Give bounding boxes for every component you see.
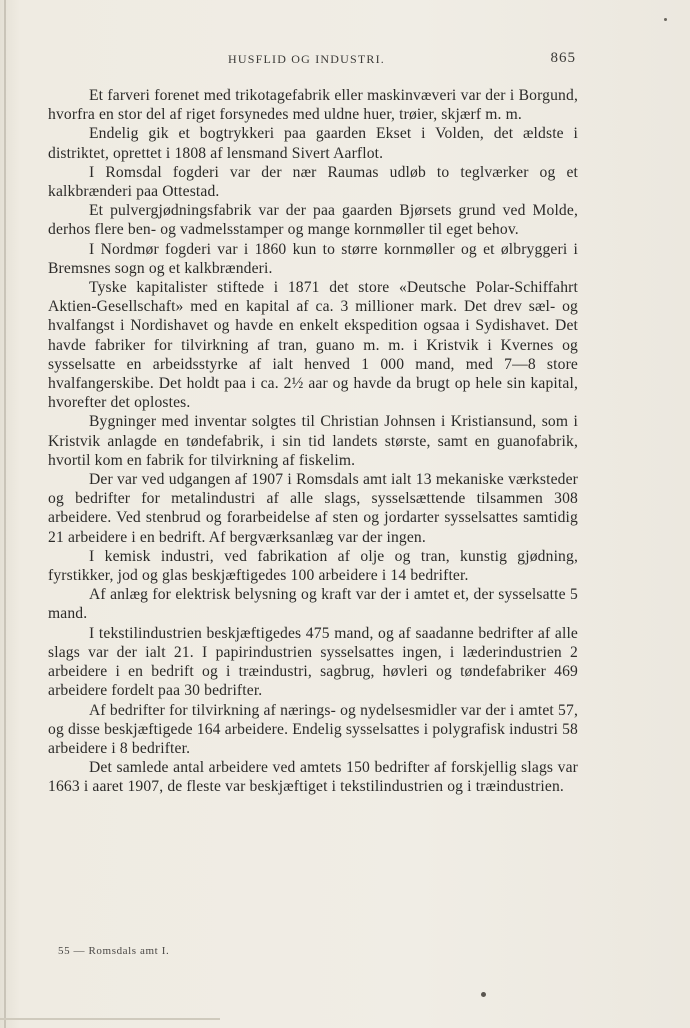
paragraph: Af anlæg for elektrisk belysning og kraft var der i amtet et, der sysselsatte 5 mand.: [48, 586, 578, 623]
paragraph: Endelig gik et bogtrykkeri paa gaarden Ekset i Volden, det ældste i distriktet, oprettet i 1808 af lensmand Sivert Aarflot.: [48, 125, 578, 162]
paragraph: Der var ved udgangen af 1907 i Romsdals amt ialt 13 mekaniske værksteder og bedrifter for metalindustri af alle slags, sysselsættende tilsammen 308 arbeidere. Ved stenbrud og forarbeidelse af sten og jordarter sysselsattes samtidig 21 arbeidere i en bedrift. Af bergværksanlæg var der ingen.: [48, 471, 578, 546]
page-header: [48, 50, 578, 70]
paragraph: Det samlede antal arbeidere ved amtets 150 bedrifter af forskjellig slags var 1663 i aaret 1907, de fleste var beskjæftiget i tekstilindustrien og i træindustrien.: [48, 759, 578, 796]
ink-speck: [664, 18, 667, 21]
paragraph: I Romsdal fogderi var der nær Raumas udløb to teglværker og et kalkbrænderi paa Ottestad.: [48, 163, 578, 201]
page-number: 865: [550, 50, 576, 66]
ink-speck: [481, 992, 486, 997]
running-head: HUSFLID OG INDUSTRI.: [228, 52, 386, 66]
paragraph: I tekstilindustrien beskjæftigedes 475 mand, og af saadanne bedrifter af alle slags var der ialt 21. I papirindustrien sysselsattes ingen, i læderindustrien 2 arbeidere i en bedrift og i træindustri, sagbrug, høvleri og tøndefabriker 469 arbeidere fordelt paa 30 bedrifter.: [48, 624, 578, 700]
paragraph: I kemisk industri, ved fabrikation af olje og tran, kunstig gjødning, fyrstikker, jod og glas beskjæftigedes 100 arbeidere i 14 bedrifter.: [48, 547, 578, 585]
page-left-edge: [4, 0, 6, 1028]
paragraph: Tyske kapitalister stiftede i 1871 det store «Deutsche Polar-Schiffahrt Aktien-Gesellschaft» med en kapital af ca. 3 millioner mark. Det drev sæl- og hvalfangst i Nordishavet og havde en enkelt ekspedition ogsaa i Sydishavet. Det havde fabriker for tilvirkning af tran, guano m. m. i Kristvik i Kvernes og sysselsatte en arbeidsstyrke af ialt henved 1 000 mand, med 7—8 store hvalfangerskibe. Det holdt paa i ca. 2½ aar og havde da brugt op hele sin kapital, hvorefter det oplostes.: [48, 279, 578, 412]
signature-mark: 55 — Romsdals amt I.: [58, 945, 170, 957]
paragraph: Af bedrifter for tilvirkning af nærings- og nydelsesmidler var der i amtet 57, og disse beskjæftigede 164 arbeidere. Endelig sysselsattes i polygrafisk industri 58 arbeidere i 8 bedrifter.: [48, 701, 578, 757]
paragraph: Bygninger med inventar solgtes til Christian Johnsen i Kristiansund, som i Kristvik anlagde en tøndefabrik, i sin tid landets største, samt en guanofabrik, hvortil kom en fabrik for tilvirkning af fiskelim.: [48, 413, 578, 469]
body-text: [48, 86, 578, 797]
paragraph: Et farveri forenet med trikotagefabrik eller maskinvæveri var der i Borgund, hvorfra en stor del af riget forsynedes med uldne huer, trøier, skjærf m. m.: [48, 87, 578, 124]
paragraph: Et pulvergjødningsfabrik var der paa gaarden Bjørsets grund ved Molde, derhos flere ben- og vadmelsstamper og mange kornmøller til eget behov.: [48, 202, 578, 239]
paragraph: I Nordmør fogderi var i 1860 kun to større kornmøller og et ølbryggeri i Bremsnes sogn og et kalkbrænderi.: [48, 240, 578, 277]
page-bottom-edge: [0, 1018, 220, 1020]
